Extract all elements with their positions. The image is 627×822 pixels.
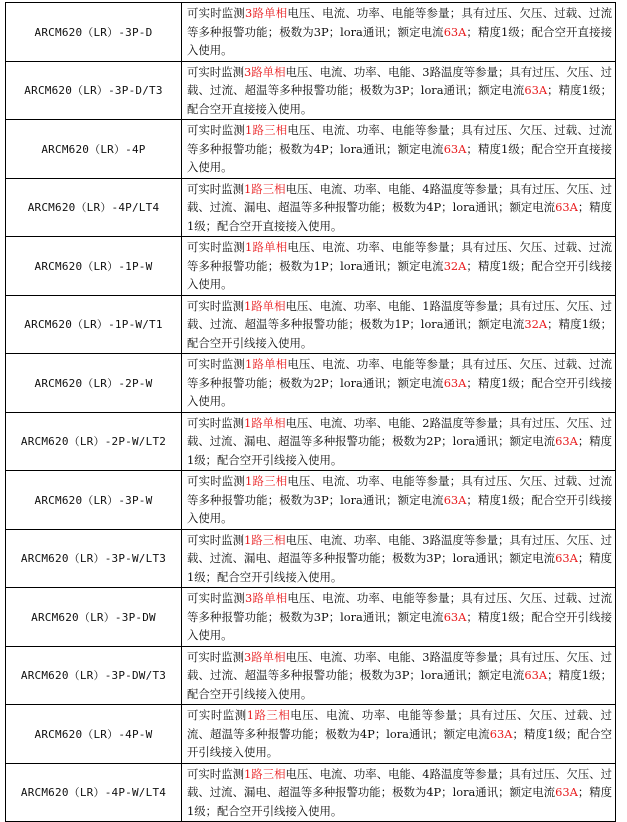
- description-text: 电压、电流、功率、电能等参量；具有过压、欠压、过载、过流、超温等多种报警功能；极数为4P；lora通讯；额定电流: [187, 708, 612, 741]
- highlight-text: 1路三相: [244, 532, 286, 547]
- highlight-text: 63A: [443, 609, 467, 624]
- description-text: ；精度1级；配合空开引线接入使用。: [187, 492, 613, 525]
- description-text: 可实时监测: [187, 64, 245, 79]
- table-row: [6, 471, 616, 530]
- description-cell: [182, 529, 616, 588]
- table-row: [6, 646, 616, 705]
- description-text: 电压、电流、功率、电能等参量；具有过压、欠压、过载、过流等多种报警功能；极数为1P；lora通讯；额定电流: [187, 240, 612, 273]
- description-text: 可实时监测: [187, 649, 245, 664]
- model-cell: ARCM620（LR）-3P-DW/T3: [6, 646, 182, 705]
- table-row: [6, 178, 616, 237]
- description-text: 可实时监测: [187, 415, 245, 430]
- description-text: ；精度1级；配合空开引线接入使用。: [187, 434, 612, 467]
- description-text: 电压、电流、功率、电能等参量；具有过压、欠压、过载、过流等多种报警功能；极数为2P；lora通讯；额定电流: [187, 357, 612, 390]
- description-text: ；精度1级；配合空开引线接入使用。: [187, 726, 613, 759]
- table-row: [6, 705, 616, 764]
- description-text: ；精度1级；配合空开直接接入使用。: [187, 83, 612, 116]
- description-text: 电压、电流、功率、电能等参量；具有过压、欠压、过载、过流等多种报警功能；极数为4P；lora通讯；额定电流: [187, 123, 612, 156]
- description-cell: [182, 178, 616, 237]
- highlight-text: 1路三相: [246, 708, 291, 722]
- description-text: 可实时监测: [187, 766, 245, 781]
- description-cell: [182, 588, 616, 647]
- description-text: ；精度1级；配合空开引线接入使用。: [187, 375, 613, 408]
- description-cell: [182, 646, 616, 705]
- model-cell: ARCM620（LR）-3P-W/LT3: [6, 529, 182, 588]
- model-cell: ARCM620（LR）-1P-W/T1: [6, 295, 182, 354]
- highlight-text: 1路三相: [244, 766, 286, 781]
- description-text: 电压、电流、功率、电能等参量；具有过压、欠压、过载、过流等多种报警功能；极数为3P；lora通讯；额定电流: [187, 6, 612, 39]
- description-text: ；精度1级；配合空开引线接入使用。: [187, 258, 613, 291]
- highlight-text: 3路单相: [244, 64, 286, 79]
- description-cell: [182, 120, 616, 179]
- highlight-text: 1路单相: [244, 298, 286, 313]
- model-cell: ARCM620（LR）-4P-W: [6, 705, 182, 764]
- description-text: ；精度1级；配合空开直接接入使用。: [187, 24, 613, 57]
- model-cell: ARCM620（LR）-3P-DW: [6, 588, 182, 647]
- table-row: [6, 61, 616, 120]
- highlight-text: 63A: [489, 726, 513, 741]
- highlight-text: 1路单相: [245, 357, 288, 371]
- model-cell: ARCM620（LR）-2P-W/LT2: [6, 412, 182, 471]
- highlight-text: 1路三相: [245, 474, 288, 488]
- table-row: [6, 354, 616, 413]
- highlight-text: 63A: [443, 492, 467, 507]
- highlight-text: 63A: [524, 668, 548, 682]
- description-text: 可实时监测: [187, 298, 245, 313]
- description-cell: [182, 705, 616, 764]
- description-cell: [182, 471, 616, 530]
- table-row: [6, 3, 616, 62]
- highlight-text: 1路单相: [244, 415, 286, 430]
- highlight-text: 63A: [555, 785, 578, 799]
- model-cell: ARCM620（LR）-3P-D: [6, 3, 182, 62]
- table-row: [6, 120, 616, 179]
- description-cell: [182, 237, 616, 296]
- table-row: [6, 763, 616, 822]
- description-text: ；精度1级；配合空开引线接入使用。: [187, 317, 612, 350]
- description-text: ；精度1级；配合空开引线接入使用。: [187, 551, 612, 584]
- highlight-text: 63A: [443, 24, 467, 39]
- spec-table-body: [6, 3, 616, 822]
- model-cell: ARCM620（LR）-4P-W/LT4: [6, 763, 182, 822]
- description-text: 可实时监测: [187, 474, 246, 488]
- description-cell: [182, 3, 616, 62]
- description-cell: [182, 763, 616, 822]
- description-text: 可实时监测: [187, 240, 246, 254]
- model-cell: ARCM620（LR）-2P-W: [6, 354, 182, 413]
- description-text: 电压、电流、功率、电能、3路温度等参量；具有过压、欠压、过载、过流、超温等多种报警功能；极数为3P；lora通讯；额定电流: [187, 64, 612, 97]
- description-text: 电压、电流、功率、电能、3路温度等参量；具有过压、欠压、过载、过流、超温等多种报警功能；极数为3P；lora通讯；额定电流: [187, 649, 612, 682]
- description-text: 电压、电流、功率、电能、4路温度等参量；具有过压、欠压、过载、过流、漏电、超温等多种报警功能；极数为4P；lora通讯；额定电流: [187, 766, 612, 799]
- description-text: 电压、电流、功率、电能、3路温度等参量；具有过压、欠压、过载、过流、漏电、超温等多种报警功能；极数为3P；lora通讯；额定电流: [187, 532, 612, 565]
- highlight-text: 63A: [555, 551, 578, 565]
- table-row: [6, 529, 616, 588]
- description-text: 电压、电流、功率、电能、1路温度等参量；具有过压、欠压、过载、过流、超温等多种报警功能；极数为1P；lora通讯；额定电流: [187, 298, 612, 331]
- highlight-text: 1路单相: [245, 240, 288, 254]
- product-spec-table: [5, 2, 616, 822]
- highlight-text: 1路三相: [244, 181, 286, 196]
- description-text: 可实时监测: [187, 123, 246, 137]
- description-text: 可实时监测: [187, 591, 246, 605]
- highlight-text: 63A: [555, 434, 578, 448]
- description-cell: [182, 295, 616, 354]
- highlight-text: 63A: [524, 83, 548, 97]
- table-row: [6, 237, 616, 296]
- description-text: ；精度1级；配合空开引线接入使用。: [187, 668, 612, 701]
- highlight-text: 63A: [443, 375, 467, 390]
- description-cell: [182, 412, 616, 471]
- table-row: [6, 412, 616, 471]
- highlight-text: 1路三相: [245, 123, 288, 137]
- description-cell: [182, 61, 616, 120]
- description-text: 电压、电流、功率、电能等参量；具有过压、欠压、过载、过流等多种报警功能；极数为3P；lora通讯；额定电流: [187, 591, 612, 624]
- model-cell: ARCM620（LR）-3P-W: [6, 471, 182, 530]
- description-text: 可实时监测: [187, 181, 245, 196]
- description-text: 可实时监测: [187, 6, 246, 20]
- model-cell: ARCM620（LR）-4P/LT4: [6, 178, 182, 237]
- highlight-text: 3路单相: [245, 591, 288, 605]
- model-cell: ARCM620（LR）-1P-W: [6, 237, 182, 296]
- highlight-text: 63A: [555, 200, 578, 214]
- table-row: [6, 295, 616, 354]
- table-row: [6, 588, 616, 647]
- description-text: ；精度1级；配合空开引线接入使用。: [187, 609, 613, 642]
- description-text: ；精度1级；配合空开引线接入使用。: [187, 785, 612, 818]
- model-cell: ARCM620（LR）-3P-D/T3: [6, 61, 182, 120]
- description-text: 电压、电流、功率、电能等参量；具有过压、欠压、过载、过流等多种报警功能；极数为3P；lora通讯；额定电流: [187, 474, 612, 507]
- description-text: 电压、电流、功率、电能、2路温度等参量；具有过压、欠压、过载、过流、漏电、超温等多种报警功能；极数为2P；lora通讯；额定电流: [187, 415, 612, 448]
- highlight-text: 32A: [443, 258, 467, 273]
- description-text: ；精度1级；配合空开直接接入使用。: [187, 141, 613, 174]
- highlight-text: 3路单相: [244, 649, 286, 664]
- model-cell: ARCM620（LR）-4P: [6, 120, 182, 179]
- description-text: ；精度1级；配合空开直接接入使用。: [187, 200, 612, 233]
- highlight-text: 3路单相: [245, 6, 288, 20]
- description-text: 可实时监测: [187, 532, 245, 547]
- description-text: 可实时监测: [187, 708, 247, 722]
- description-text: 可实时监测: [187, 357, 246, 371]
- highlight-text: 63A: [443, 141, 467, 156]
- highlight-text: 32A: [524, 317, 548, 331]
- description-cell: [182, 354, 616, 413]
- description-text: 电压、电流、功率、电能、4路温度等参量；具有过压、欠压、过载、过流、漏电、超温等多种报警功能；极数为4P；lora通讯；额定电流: [187, 181, 612, 214]
